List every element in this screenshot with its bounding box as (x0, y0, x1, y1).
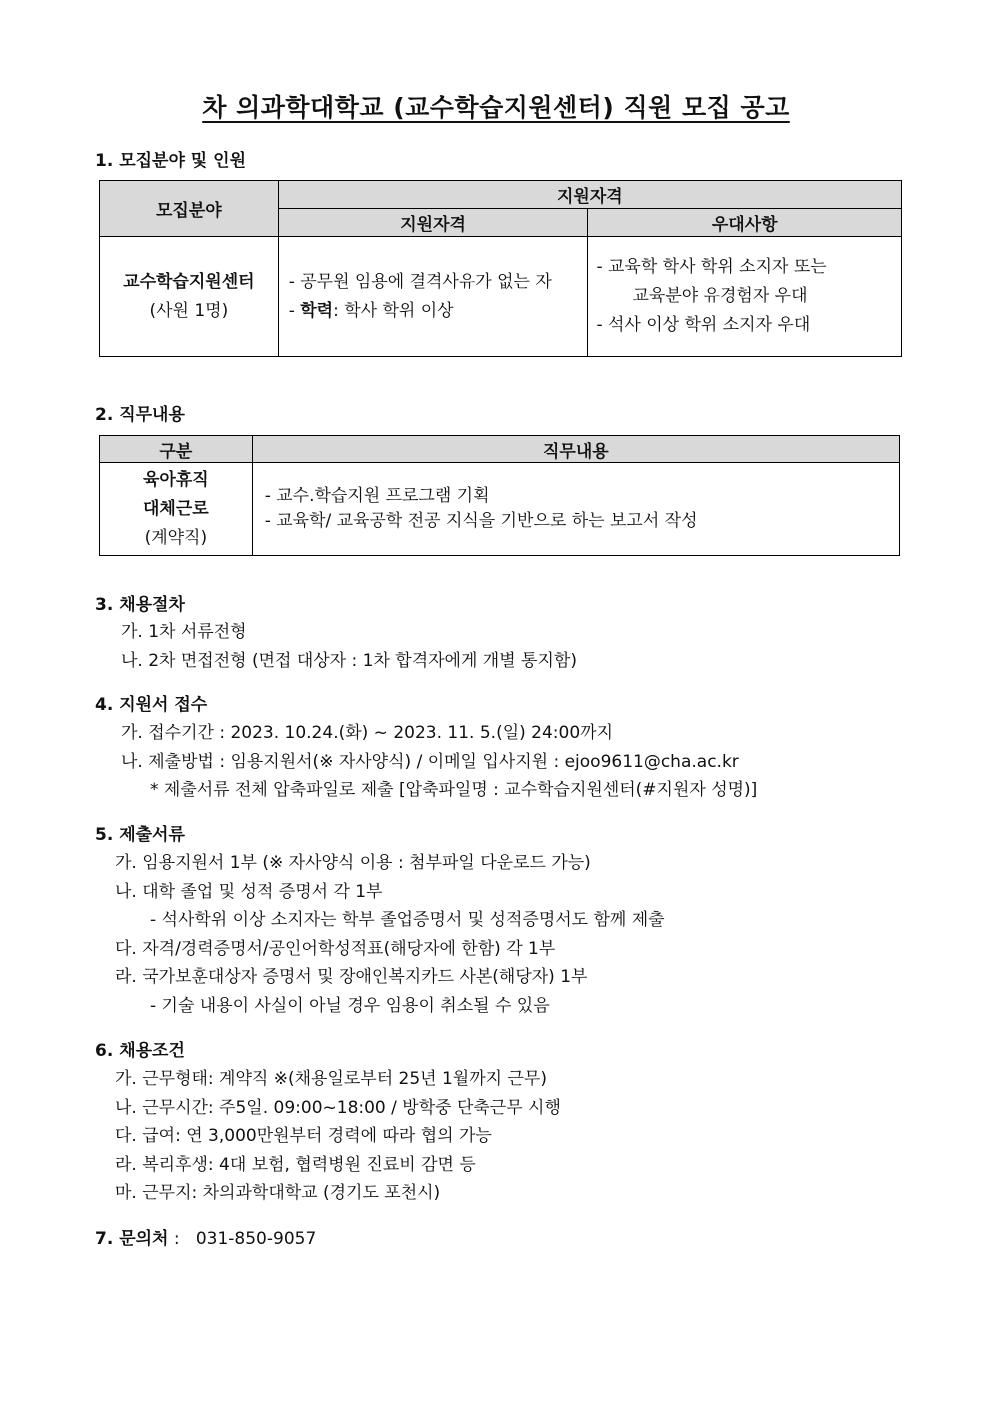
condition-item: 나. 근무시간: 주5일. 09:00~18:00 / 방학중 단축근무 시행 (115, 1098, 561, 1118)
section-4-heading: 4. 지원서 접수 (95, 695, 208, 715)
contact-phone: 031-850-9057 (195, 1229, 317, 1249)
section-5-heading: 5. 제출서류 (95, 825, 185, 845)
qualification-item: - 공무원 임용에 결격사유가 없는 자 (288, 271, 552, 292)
section-3-heading: 3. 채용절차 (95, 595, 185, 615)
duty-item: - 교수.학습지원 프로그램 기획 (264, 486, 490, 506)
col-header-duty: 직무내용 (252, 436, 899, 463)
application-item: 나. 제출방법 : 임용지원서(※ 자사양식) / 이메일 입사지원 : ejoo9611@cha.ac.kr (121, 752, 739, 772)
education-label: 학력 (300, 300, 334, 321)
condition-item: 가. 근무형태: 계약직 ※(채용일로부터 25년 1월까지 근무) (115, 1069, 547, 1089)
application-item: 가. 접수기간 : 2023. 10.24.(화) ~ 2023. 11. 5.(일) 24:00까지 (121, 723, 613, 743)
qualification-cell (278, 237, 588, 357)
duty-item: - 교육학/ 교육공학 전공 지식을 기반으로 하는 보고서 작성 (264, 511, 698, 531)
col-header-qualification: 지원자격 (278, 209, 588, 237)
bullet: - (288, 300, 301, 321)
contact-separator: : (168, 1229, 180, 1249)
category-line: 대체근로 (142, 498, 209, 519)
condition-item: 다. 급여: 연 3,000만원부터 경력에 따라 협의 가능 (115, 1126, 492, 1146)
education-value: : 학사 학위 이상 (333, 300, 454, 321)
document-item: 나. 대학 졸업 및 성적 증명서 각 1부 (115, 882, 383, 902)
category-line: 육아휴직 (142, 469, 209, 490)
category-line: (계약직) (144, 527, 208, 548)
col-header-category: 구분 (100, 436, 253, 463)
col-header-preference: 우대사항 (588, 209, 902, 237)
document-item: 라. 국가보훈대상자 증명서 및 장애인복지카드 사본(해당자) 1부 (115, 967, 588, 987)
preference-item-cont: 교육분야 유경험자 우대 (632, 286, 808, 306)
section-2-heading: 2. 직무내용 (95, 405, 185, 425)
document-subitem: - 기술 내용이 사실이 아닐 경우 임용이 취소될 수 있음 (150, 996, 550, 1016)
category-cell (100, 463, 253, 556)
contact-line (95, 1224, 316, 1249)
duty-cell (252, 463, 899, 556)
field-cell (100, 237, 279, 357)
preference-cell (588, 237, 902, 357)
col-header-field: 모집분야 (100, 181, 279, 237)
field-name: 교수학습지원센터 (123, 271, 255, 292)
document-item: 다. 자격/경력증명서/공인어학성적표(해당자에 한함) 각 1부 (115, 939, 556, 959)
application-note: * 제출서류 전체 압축파일로 제출 [압축파일명 : 교수학습지원센터(#지원자 성명)] (150, 780, 758, 800)
document-subitem: - 석사학위 이상 소지자는 학부 졸업증명서 및 성적증명서도 함께 제출 (150, 910, 665, 930)
section-6-heading: 6. 채용조건 (95, 1041, 185, 1061)
procedure-item: 나. 2차 면접전형 (면접 대상자 : 1차 합격자에게 개별 통지함) (121, 651, 577, 671)
condition-item: 라. 복리후생: 4대 보험, 협력병원 진료비 감면 등 (115, 1155, 476, 1175)
section-7-heading: 7. 문의처 (95, 1229, 169, 1249)
qualification-item-education (289, 297, 588, 326)
procedure-item: 가. 1차 서류전형 (121, 622, 247, 642)
field-count: (사원 1명) (149, 300, 229, 321)
preference-item: - 교육학 학사 학위 소지자 또는 (596, 257, 827, 277)
col-header-qualification-group: 지원자격 (278, 181, 901, 209)
recruitment-table (99, 180, 902, 357)
document-item: 가. 임용지원서 1부 (※ 자사양식 이용 : 첨부파일 다운로드 가능) (115, 853, 591, 873)
preference-item: - 석사 이상 학위 소지자 우대 (596, 315, 811, 335)
duty-table (99, 435, 900, 556)
section-1-heading: 1. 모집분야 및 인원 (95, 151, 246, 171)
condition-item: 마. 근무지: 차의과학대학교 (경기도 포천시) (115, 1183, 441, 1203)
page-title: 차 의과학대학교 (교수학습지원센터) 직원 모집 공고 (202, 93, 790, 122)
